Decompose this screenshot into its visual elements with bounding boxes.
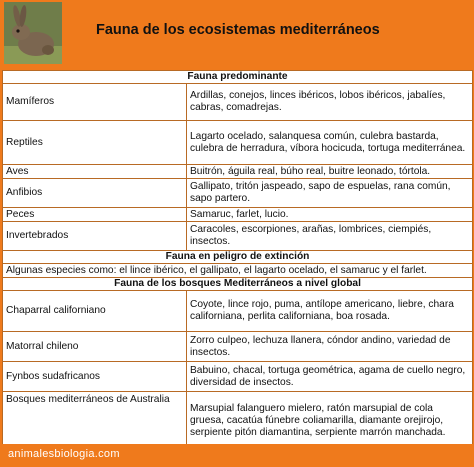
row-label: Mamíferos [3,84,187,121]
section-header-row [3,278,473,291]
row-label: Anfibios [3,179,187,208]
section-heading-predominant: Fauna predominante [3,71,473,84]
row-value: Babuino, chacal, tortuga geométrica, agama de cuello negro, diversidad de insectos. [187,362,473,392]
section-header-row [3,71,473,84]
row-label: Bosques mediterráneos de Australia [3,392,187,450]
table-row [3,392,473,450]
row-label: Chaparral californiano [3,291,187,332]
row-label: Fynbos sudafricanos [3,362,187,392]
rabbit-icon [4,2,62,64]
row-value: Marsupial falanguero mielero, ratón marsupial de cola gruesa, cacatúa fúnebre coliamarilla, diamante orejirojo, serpiente pitón diamantina, serpiente marrón manchada. [187,392,473,450]
section-heading-endangered: Fauna en peligro de extinción [3,251,473,264]
row-label: Reptiles [3,121,187,165]
row-value: Caracoles, escorpiones, arañas, lombrices, ciempiés, insectos. [187,222,473,251]
row-label: Matorral chileno [3,332,187,362]
row-value: Coyote, lince rojo, puma, antílope americano, liebre, chara californiana, perlita californiana, boa rosada. [187,291,473,332]
table-row [3,179,473,208]
row-label: Peces [3,208,187,222]
page-title: Fauna de los ecosistemas mediterráneos [96,22,380,38]
header-banner [0,0,474,68]
section-heading-global: Fauna de los bosques Mediterráneos a nivel global [3,278,473,291]
endangered-text: Algunas especies como: el lince ibérico, el gallipato, el lagarto ocelado, el samaruc y el farlet. [3,264,473,278]
section-header-row [3,251,473,264]
table-row [3,165,473,179]
row-value: Zorro culpeo, lechuza llanera, cóndor andino, variedad de insectos. [187,332,473,362]
table-row [3,264,473,278]
row-label: Aves [3,165,187,179]
table-row [3,222,473,251]
site-credit: animalesbiologia.com [8,448,120,460]
row-label: Invertebrados [3,222,187,251]
fauna-table [2,70,473,450]
footer-bar [0,444,474,467]
table-row [3,121,473,165]
table-row [3,291,473,332]
row-value: Buitrón, águila real, búho real, buitre leonado, tórtola. [187,165,473,179]
fauna-table-frame [0,68,474,444]
row-value: Ardillas, conejos, linces ibéricos, lobos ibéricos, jabalíes, cabras, comadrejas. [187,84,473,121]
row-value: Gallipato, tritón jaspeado, sapo de espuelas, rana común, sapo partero. [187,179,473,208]
table-row [3,362,473,392]
table-row [3,84,473,121]
table-row [3,332,473,362]
row-value: Lagarto ocelado, salanquesa común, culebra bastarda, culebra de herradura, víbora hocicuda, tortuga mediterránea. [187,121,473,165]
table-row [3,208,473,222]
row-value: Samaruc, farlet, lucio. [187,208,473,222]
